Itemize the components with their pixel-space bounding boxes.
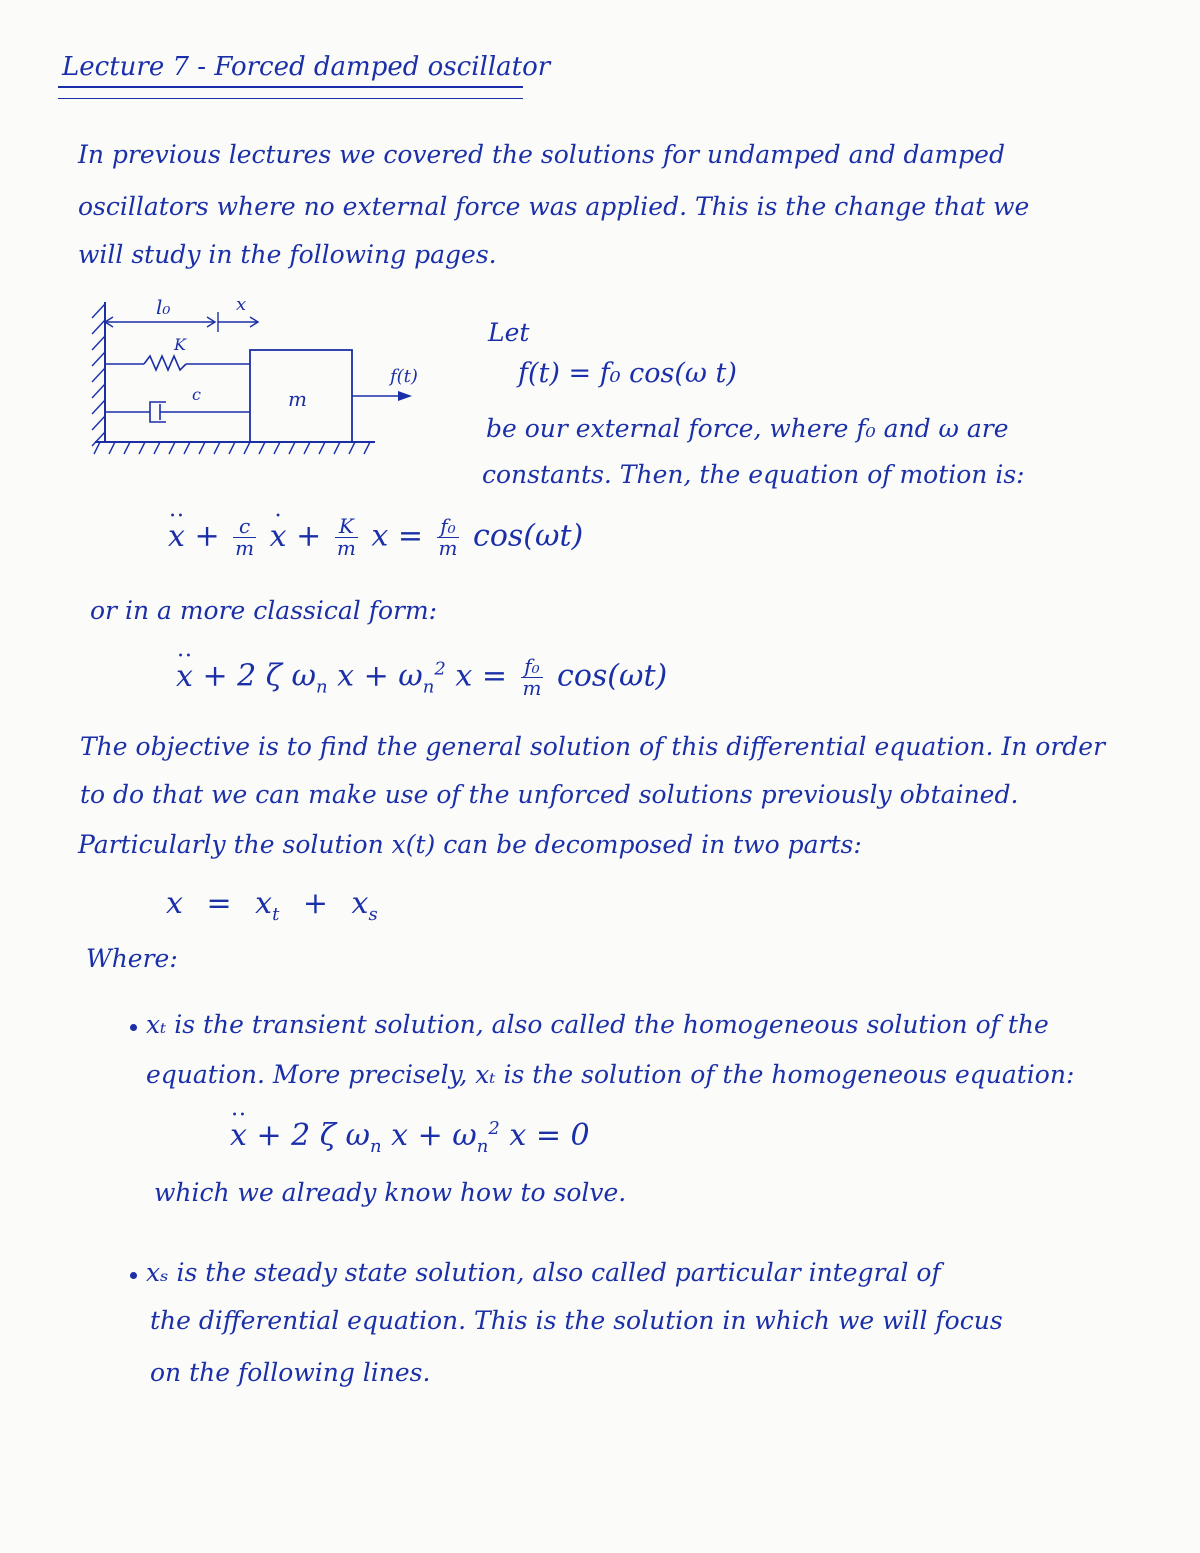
cos-term: cos(ωt) — [473, 518, 584, 554]
superscript-2: 2 — [434, 658, 446, 680]
subscript-n: n — [422, 676, 435, 698]
where-label: Where: — [86, 944, 178, 973]
objective-line-3: Particularly the solution x(t) can be decomposed in two parts: — [78, 830, 862, 859]
cos-term: cos(ωt) — [557, 658, 668, 694]
objective-line-2: to do that we can make use of the unforced solutions previously obtained. — [80, 780, 1019, 809]
subscript-n: n — [370, 1136, 382, 1157]
x-dot-and-omega: x + ω — [337, 658, 423, 694]
c-label: c — [192, 385, 201, 404]
intro-line-3: will study in the following pages. — [78, 240, 497, 269]
bullet1-line-1: xₜ is the transient solution, also called the homogeneous solution of the — [146, 1010, 1049, 1039]
spring-mass-damper-diagram — [70, 290, 418, 470]
let-line-2: constants. Then, the equation of motion is: — [482, 460, 1025, 489]
equation-of-motion — [168, 516, 583, 559]
plus-2: + — [296, 518, 322, 554]
k-label: K — [174, 335, 186, 354]
plus-1: + — [194, 518, 220, 554]
x-steady: x — [351, 886, 369, 921]
x-ddot: • • x — [168, 519, 185, 554]
let-line-1: be our external force, where f₀ and ω are — [486, 414, 1009, 443]
frac-k-over-m — [335, 516, 358, 559]
x-dot: • x — [270, 519, 287, 554]
frac-num-c: c — [233, 516, 256, 538]
mass-label: m — [288, 387, 307, 411]
x-transient: x — [255, 886, 273, 921]
plus: + — [302, 886, 328, 921]
equals: = — [206, 886, 232, 921]
x-dot-and-omega: x + ω — [391, 1118, 477, 1153]
subscript-t: t — [272, 904, 280, 925]
frac-f0-over-m — [521, 656, 544, 699]
x-label: x — [236, 294, 247, 315]
x-ddot: • • x — [176, 659, 193, 694]
bullet2-line-1: xₛ is the steady state solution, also called particular integral of — [146, 1258, 941, 1287]
bullet-dot — [130, 1024, 137, 1031]
subscript-s: s — [368, 904, 378, 925]
subscript-n: n — [316, 676, 328, 698]
title-underline — [58, 86, 523, 88]
let-word: Let — [488, 318, 530, 347]
intro-line-2: oscillators where no external force was applied. This is the change that we — [78, 192, 1030, 221]
force-arrow-head — [388, 388, 418, 404]
damping-term: + 2 ζ ω — [256, 1118, 371, 1153]
frac-den-m: m — [336, 536, 356, 560]
subscript-n: n — [476, 1136, 489, 1157]
frac-den-m: m — [235, 536, 255, 560]
force-label: f(t) — [390, 366, 418, 387]
objective-line-1: The objective is to find the general solution of this differential equation. In order — [80, 732, 1106, 761]
x: x — [166, 886, 183, 921]
x-term: x — [371, 518, 389, 554]
bullet1-line-2: equation. More precisely, xₜ is the solution of the homogeneous equation: — [146, 1060, 1075, 1089]
superscript-2: 2 — [488, 1118, 500, 1139]
intro-line-1: In previous lectures we covered the solutions for undamped and damped — [78, 140, 1005, 169]
bullet-dot — [130, 1272, 137, 1279]
decomposition-equation — [166, 886, 378, 925]
classical-equation — [176, 656, 667, 699]
frac-num-k: K — [335, 516, 358, 538]
x-equals-zero: x = 0 — [509, 1118, 590, 1153]
frac-den-m: m — [438, 536, 458, 560]
force-definition: f(t) = f₀ cos(ω t) — [518, 358, 737, 389]
bullet1-after: which we already know how to solve. — [154, 1178, 627, 1207]
frac-c-over-m — [233, 516, 256, 559]
frac-f0-over-m — [437, 516, 460, 559]
homogeneous-equation — [230, 1118, 590, 1157]
l0-label: l₀ — [156, 295, 171, 319]
frac-den-m: m — [522, 676, 542, 700]
bullet2-line-3: on the following lines. — [150, 1358, 431, 1387]
damping-term: + 2 ζ ω — [202, 658, 317, 694]
x-ddot: • • x — [230, 1118, 247, 1153]
frac-num-f0: f₀ — [437, 516, 460, 538]
title-underline-2 — [58, 98, 523, 99]
x-equals: x = — [455, 658, 507, 694]
classical-form-text: or in a more classical form: — [90, 596, 438, 625]
equals: = — [397, 518, 423, 554]
frac-num-f0: f₀ — [521, 656, 544, 678]
bullet2-line-2: the differential equation. This is the solution in which we will focus — [150, 1306, 1003, 1335]
page-title: Lecture 7 - Forced damped oscillator — [62, 52, 551, 82]
